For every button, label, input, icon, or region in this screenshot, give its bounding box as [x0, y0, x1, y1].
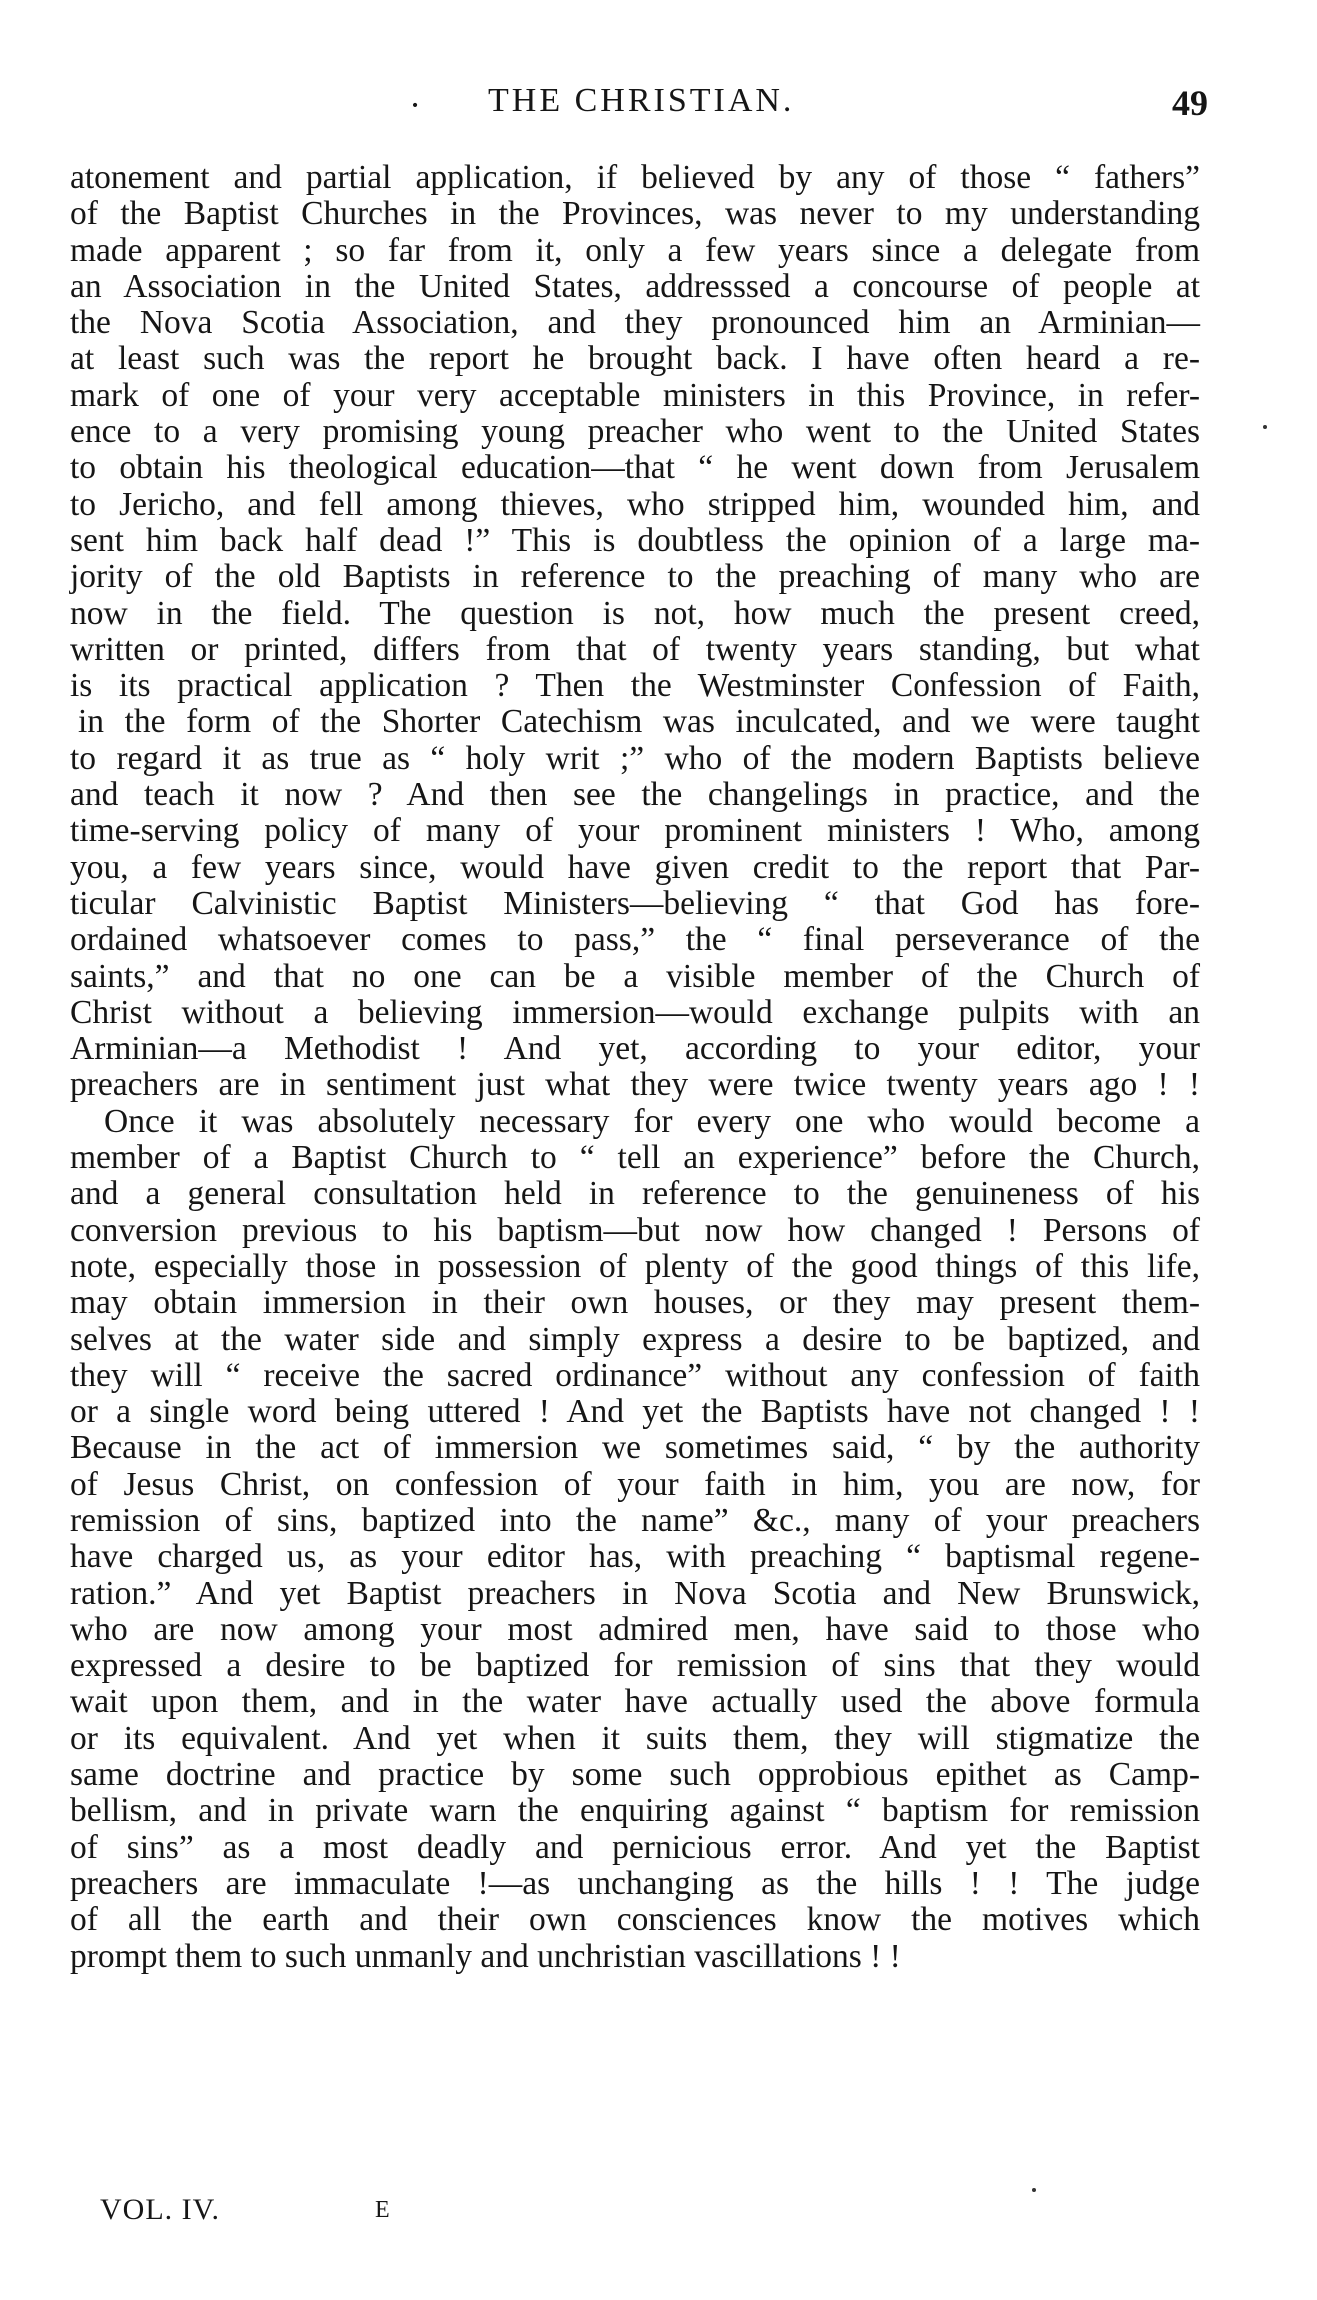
- header-mark: ·: [410, 86, 421, 124]
- text-line: same doctrine and practice by some such opprobious epithet as Camp-: [70, 1756, 1200, 1794]
- text-line: they will “ receive the sacred ordinance” without any confession of faith: [70, 1356, 1200, 1394]
- text-line: ence to a very promising young preacher who went to the United States: [70, 413, 1200, 451]
- text-line: expressed a desire to be baptized for remission of sins that they would: [70, 1647, 1200, 1685]
- text-line: of Jesus Christ, on confession of your faith in him, you are now, for: [70, 1465, 1200, 1503]
- text-line: Arminian—a Methodist ! And yet, according to your editor, your: [70, 1030, 1200, 1068]
- text-line: prompt them to such unmanly and unchristian vascillations ! !: [70, 1937, 901, 1975]
- text-line: who are now among your most admired men, have said to those who: [70, 1610, 1200, 1648]
- text-line: the Nova Scotia Association, and they pronounced him an Arminian—: [70, 304, 1200, 342]
- running-title: THE CHRISTIAN.: [488, 82, 795, 119]
- text-line: in the form of the Shorter Catechism was inculcated, and we were taught: [78, 703, 1200, 741]
- text-line: an Association in the United States, addresssed a concourse of people at: [70, 267, 1200, 305]
- text-line: time-serving policy of many of your prominent ministers ! Who, among: [70, 812, 1200, 850]
- text-line: jority of the old Baptists in reference to the preaching of many who are: [70, 558, 1200, 596]
- text-line: atonement and partial application, if believed by any of those “ fathers”: [70, 159, 1200, 196]
- text-line: may obtain immersion in their own houses, or they may present them-: [70, 1284, 1200, 1322]
- body-text: [70, 160, 1200, 1975]
- text-line: ration.” And yet Baptist preachers in Nova Scotia and New Brunswick,: [70, 1574, 1200, 1612]
- signature-mark: E: [375, 2197, 390, 2223]
- page-footer: [0, 2193, 1317, 2233]
- text-line: wait upon them, and in the water have actually used the above formula: [70, 1683, 1200, 1721]
- text-line: have charged us, as your editor has, with preaching “ baptismal regene-: [70, 1538, 1200, 1576]
- text-line: made apparent ; so far from it, only a few years since a delegate from: [70, 231, 1200, 269]
- text-line: selves at the water side and simply express a desire to be baptized, and: [70, 1320, 1200, 1358]
- text-line: to regard it as true as “ holy writ ;” who of the modern Baptists believe: [70, 739, 1200, 777]
- print-speck: [1263, 425, 1267, 429]
- text-line: mark of one of your very acceptable ministers in this Province, in refer-: [70, 376, 1200, 414]
- text-line: you, a few years since, would have given credit to the report that Par-: [70, 848, 1200, 886]
- text-line: ticular Calvinistic Baptist Ministers—believing “ that God has fore-: [70, 884, 1200, 922]
- text-line: ordained whatsoever comes to pass,” the “ final perseverance of the: [70, 921, 1200, 959]
- text-line: remission of sins, baptized into the name” &c., many of your preachers: [70, 1501, 1200, 1539]
- text-line: and teach it now ? And then see the changelings in practice, and the: [70, 776, 1200, 814]
- text-line: saints,” and that no one can be a visible member of the Church of: [70, 957, 1200, 995]
- text-line: or its equivalent. And yet when it suits them, they will stigmatize the: [70, 1719, 1200, 1757]
- text-line: at least such was the report he brought back. I have often heard a re-: [70, 340, 1200, 378]
- text-line: member of a Baptist Church to “ tell an experience” before the Church,: [70, 1139, 1200, 1177]
- text-line: of sins” as a most deadly and pernicious error. And yet the Baptist: [70, 1828, 1200, 1866]
- text-line: written or printed, differs from that of twenty years standing, but what: [70, 630, 1200, 668]
- text-line: to Jericho, and fell among thieves, who stripped him, wounded him, and: [70, 485, 1200, 523]
- text-line: conversion previous to his baptism—but now how changed ! Persons of: [70, 1211, 1200, 1249]
- print-speck: [1032, 2188, 1036, 2192]
- text-line: of the Baptist Churches in the Provinces, was never to my understanding: [70, 195, 1200, 233]
- text-line: Once it was absolutely necessary for every one who would become a: [104, 1102, 1200, 1140]
- text-line: of all the earth and their own consciences know the motives which: [70, 1901, 1200, 1939]
- text-line: sent him back half dead !” This is doubtless the opinion of a large ma-: [70, 521, 1200, 559]
- text-line: now in the field. The question is not, how much the present creed,: [70, 594, 1200, 632]
- volume-label: VOL. IV.: [100, 2193, 220, 2226]
- text-line: Christ without a believing immersion—would exchange pulpits with an: [70, 993, 1200, 1031]
- text-line: preachers are immaculate !—as unchanging as the hills ! ! The judge: [70, 1864, 1200, 1902]
- text-line: preachers are in sentiment just what they were twice twenty years ago ! !: [70, 1066, 1200, 1104]
- text-line: to obtain his theological education—that “ he went down from Jerusalem: [70, 449, 1200, 487]
- page-number: 49: [1172, 83, 1208, 123]
- text-line: Because in the act of immersion we sometimes said, “ by the authority: [70, 1429, 1200, 1467]
- text-line: bellism, and in private warn the enquiring against “ baptism for remission: [70, 1792, 1200, 1830]
- text-line: note, especially those in possession of plenty of the good things of this life,: [70, 1247, 1200, 1285]
- running-head: [0, 82, 1317, 132]
- text-line: and a general consultation held in reference to the genuineness of his: [70, 1175, 1200, 1213]
- text-line: is its practical application ? Then the Westminster Confession of Faith,: [70, 667, 1200, 705]
- text-line: or a single word being uttered ! And yet the Baptists have not changed ! !: [70, 1393, 1200, 1431]
